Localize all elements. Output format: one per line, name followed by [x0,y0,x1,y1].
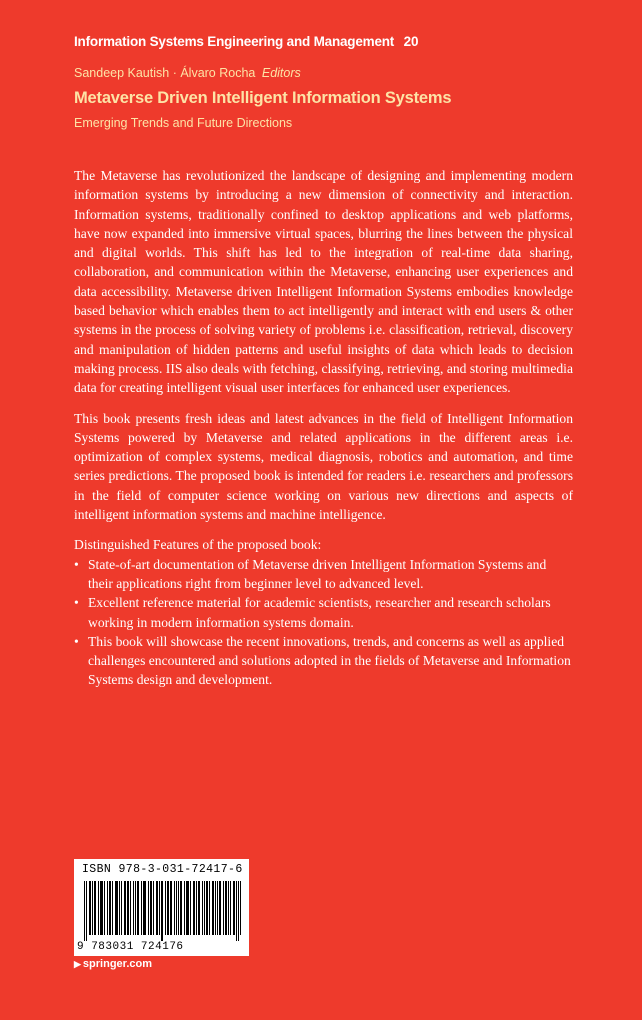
barcode-bar [143,881,144,935]
barcode-bar [86,881,87,941]
barcode-bar [215,881,216,935]
barcode-bar [89,881,90,935]
barcode-bar [184,881,185,935]
barcode-bar [125,881,126,935]
barcode-bar [109,881,110,935]
barcode-bar [159,881,160,935]
barcode-bar [240,881,241,935]
barcode-bar [101,881,102,935]
barcode-bar [168,881,169,935]
isbn-barcode-block [74,859,249,956]
series-volume: 20 [403,34,419,49]
barcode-bar [228,881,229,935]
barcode-bar [138,881,139,935]
bullet-icon: • [74,595,79,611]
barcode-bar [141,881,142,935]
publisher-link[interactable] [74,958,152,970]
barcode-bar [135,881,136,935]
barcode-bar [217,881,218,935]
barcode-bar [161,881,162,941]
barcode-bar [153,881,154,935]
series-title [74,34,418,49]
barcode-bar [115,881,116,935]
barcode-bar [199,881,200,935]
barcode-bar [209,881,210,935]
bullet-icon: • [74,556,79,572]
barcode-bar [92,881,93,935]
barcode-bar [90,881,91,935]
barcode-bar [223,881,224,935]
barcode-bar [180,881,181,935]
barcode-bar [176,881,177,935]
barcode-bar [148,881,149,935]
barcode-bar [121,881,122,935]
barcode-bar [178,881,179,935]
feature-item [74,555,573,594]
barcode-bar [128,881,129,935]
barcode-bar [116,881,117,935]
barcode-bar [193,881,194,935]
barcode-bar [100,881,101,935]
barcode-bar [104,881,105,935]
blurb-paragraph-2: This book presents fresh ideas and latest advances in the field of Intelligent Information Systems powered by Metaverse and related applications in the different areas i.e. optimization of complex systems, medical diagnosis, robotics and automation, and time series predictions. The proposed book is intended for readers i.e. researchers and professors in the field of computer science working on various new directions and aspects of intelligent information systems and machine intelligence. [74,410,573,523]
barcode-bar [212,881,213,935]
features-list [74,555,573,690]
barcode-bar [95,881,96,935]
barcode-bar [171,881,172,935]
barcode-bar [133,881,134,935]
barcode-bar [198,881,199,935]
book-title: Metaverse Driven Intelligent Information Systems [74,89,452,107]
barcode-bar [234,881,235,935]
barcode-icon [84,881,242,941]
barcode-bar [144,881,145,935]
feature-item [74,632,573,690]
book-subtitle: Emerging Trends and Future Directions [74,116,293,130]
barcode-bar [107,881,108,935]
series-name: Information Systems Engineering and Management [74,34,395,49]
barcode-bar [233,881,234,935]
barcode-bar [206,881,207,935]
barcode-bar [181,881,182,935]
barcode-bar [102,881,103,935]
barcode-bar [220,881,221,935]
barcode-bar [186,881,187,935]
barcode-bar [162,881,163,941]
barcode-bar [219,881,220,935]
barcode-bar [187,881,188,935]
barcode-bar [204,881,205,935]
barcode-bar [130,881,131,935]
barcode-bar [188,881,189,935]
barcode-bar [165,881,166,935]
barcode-bar [226,881,227,935]
barcode-bar [207,881,208,935]
barcode-bar [156,881,157,935]
features-heading: Distinguished Features of the proposed book: [74,537,322,553]
barcode-bar [110,881,111,935]
barcode-bar [98,881,99,935]
bullet-icon: • [74,633,79,649]
blurb-paragraph-1: The Metaverse has revolutionized the landscape of designing and implementing modern information systems by introducing a new dimension of connectivity and interaction. Information systems, traditionally confined to desktop applications and web platforms, have now expanded into immersive virtual spaces, blurring the lines between the physical and digital worlds. This shift has led to the integration of real-time data sharing, collaboration, and communication within the Metaverse, enhancing user experiences and data accessibility. Metaverse driven Intelligent Information Systems embodies knowledge based behavior which enables them to act intelligently and interact with end users & other systems in the process of solving variety of problems i.e. classification, retrieval, discovery and manipulation of hidden patterns and useful insights of data which leads to decision making process. IIS also deals with fetching, classifying, retrieving, and storing multimedia data for creating intelligent visual user interfaces for enhanced user experiences. [74,168,573,396]
barcode-bar [145,881,146,935]
barcode-bar [170,881,171,935]
barcode-bar [190,881,191,935]
barcode-bar [230,881,231,935]
barcode-bar [236,881,237,941]
barcode-bar [167,881,168,935]
blurb [74,166,573,690]
barcode-digits: 9 783031 724176 [77,941,184,953]
barcode-bar [194,881,195,935]
barcode-bar [117,881,118,935]
barcode-bar [112,881,113,935]
barcode-bar [157,881,158,935]
barcode-bar [213,881,214,935]
barcode-bar [84,881,85,941]
editors-role: Editors [261,66,301,80]
barcode-bar [119,881,120,935]
arrow-right-icon: ▶ [74,959,81,969]
feature-item [74,593,573,632]
editor-names: Sandeep Kautish · Álvaro Rocha [74,66,256,80]
barcode-bar [137,881,138,935]
barcode-bar [238,881,239,941]
feature-text: Excellent reference material for academic scientists, researcher and research scholars working in modern information systems domain. [88,595,551,630]
feature-text: State-of-art documentation of Metaverse driven Intelligent Information Systems and their applications right from beginner level to advanced level. [88,556,547,591]
barcode-bar [94,881,95,935]
barcode-bar [225,881,226,935]
barcode-bar [151,881,152,935]
barcode-bar [196,881,197,935]
editors-line [74,66,301,80]
barcode-bar [174,881,175,935]
feature-text: This book will showcase the recent innovations, trends, and concerns as well as applied challenges encountered and solutions adopted in the fields of Metaverse and Information Systems design and development. [88,633,571,688]
isbn-label: ISBN 978-3-031-72417-6 [82,863,243,876]
barcode-bar [202,881,203,935]
publisher-link-text: springer.com [82,958,152,970]
barcode-bar [124,881,125,935]
barcode-bar [150,881,151,935]
barcode-bar [127,881,128,935]
